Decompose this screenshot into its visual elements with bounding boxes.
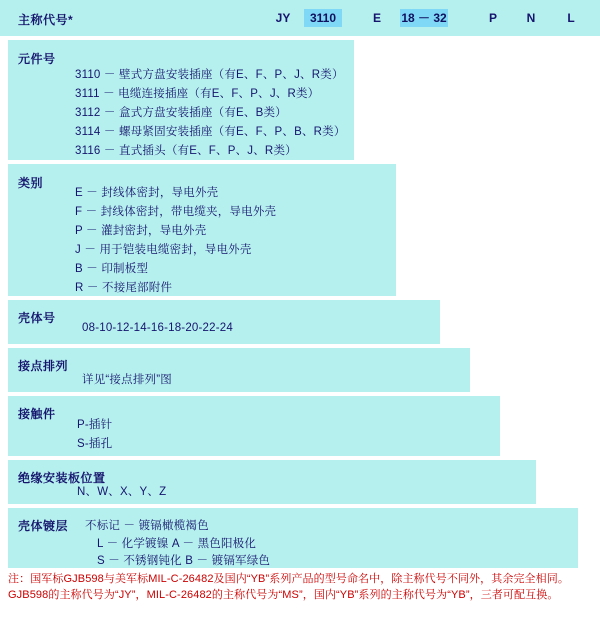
shell-plating-line-2: L － 化学镀镍 A － 黑色阳极化 [97,538,257,550]
page-title: 主称代号* [18,13,74,27]
category-line-1: E － 封线体密封，导电外壳 [75,187,219,199]
code-3110: 3110 [304,9,342,27]
shell-size-line-1: 08-10-12-14-16-18-20-22-24 [82,322,233,334]
code-18-32: 18 － 32 [401,11,447,25]
part-number-line-1: 3110 － 壁式方盘安装插座（有E、F、P、J、R类） [75,69,344,81]
section-title-part-number: 元件号 [18,52,56,66]
section-title-category: 类别 [18,176,44,190]
shell-plating-line-3: S － 不锈钢钝化 B － 镀镉军绿色 [97,555,271,567]
section-title-insulator-position: 绝缘安装板位置 [18,471,106,485]
section-title-contact-arrangement: 接点排列 [18,359,69,373]
footnote-line-1: 注：国军标GJB598与美军标MIL-C-26482及国内“YB”系列产品的型号命名中，除主称代号不同外，其余完全相同。 [8,573,569,585]
code-l: L [567,11,575,25]
contact-type-line-1: P-插针 [77,419,113,431]
section-title-contact-type: 接触件 [18,407,56,421]
code-row [0,0,600,36]
section-contact-arrangement [8,348,470,392]
category-line-6: R － 不接尾部附件 [75,282,173,294]
part-number-line-4: 3114 － 螺母紧固安装插座（有E、F、P、B、R类） [75,126,346,138]
shell-plating-line-1: 不标记 － 镀镉橄榄褐色 [85,520,209,532]
code-n: N [526,11,536,25]
contact-type-line-2: S-插孔 [77,438,113,450]
part-number-line-3: 3112 － 盒式方盘安装插座（有E、B类） [75,107,287,119]
insulator-position-line-1: N、W、X、Y、Z [77,486,167,498]
code-jy: JY [275,11,291,25]
footnote [8,571,594,603]
category-line-5: B － 印制板型 [75,263,149,275]
part-number-line-5: 3116 － 直式插头（有E、F、P、J、R类） [75,145,297,157]
contact-arrangement-line-1: 详见“接点排列”图 [82,374,172,386]
category-line-2: F － 封线体密封，带电缆夹，导电外壳 [75,206,277,218]
part-number-line-2: 3111 － 电缆连接插座（有E、F、P、J、R类） [75,88,320,100]
footnote-line-2: GJB598的主称代号为“JY”，MIL-C-26482的主称代号为“MS”，国内“YB”系列的主称代号为“YB”，三者可配互换。 [8,589,559,601]
category-line-3: P － 灌封密封，导电外壳 [75,225,207,237]
code-e: E [372,11,381,25]
category-line-4: J － 用于铠装电缆密封，导电外壳 [75,244,252,256]
code-p: P [488,11,497,25]
section-title-shell-size: 壳体号 [18,311,56,325]
section-title-shell-plating: 壳体镀层 [18,519,69,533]
